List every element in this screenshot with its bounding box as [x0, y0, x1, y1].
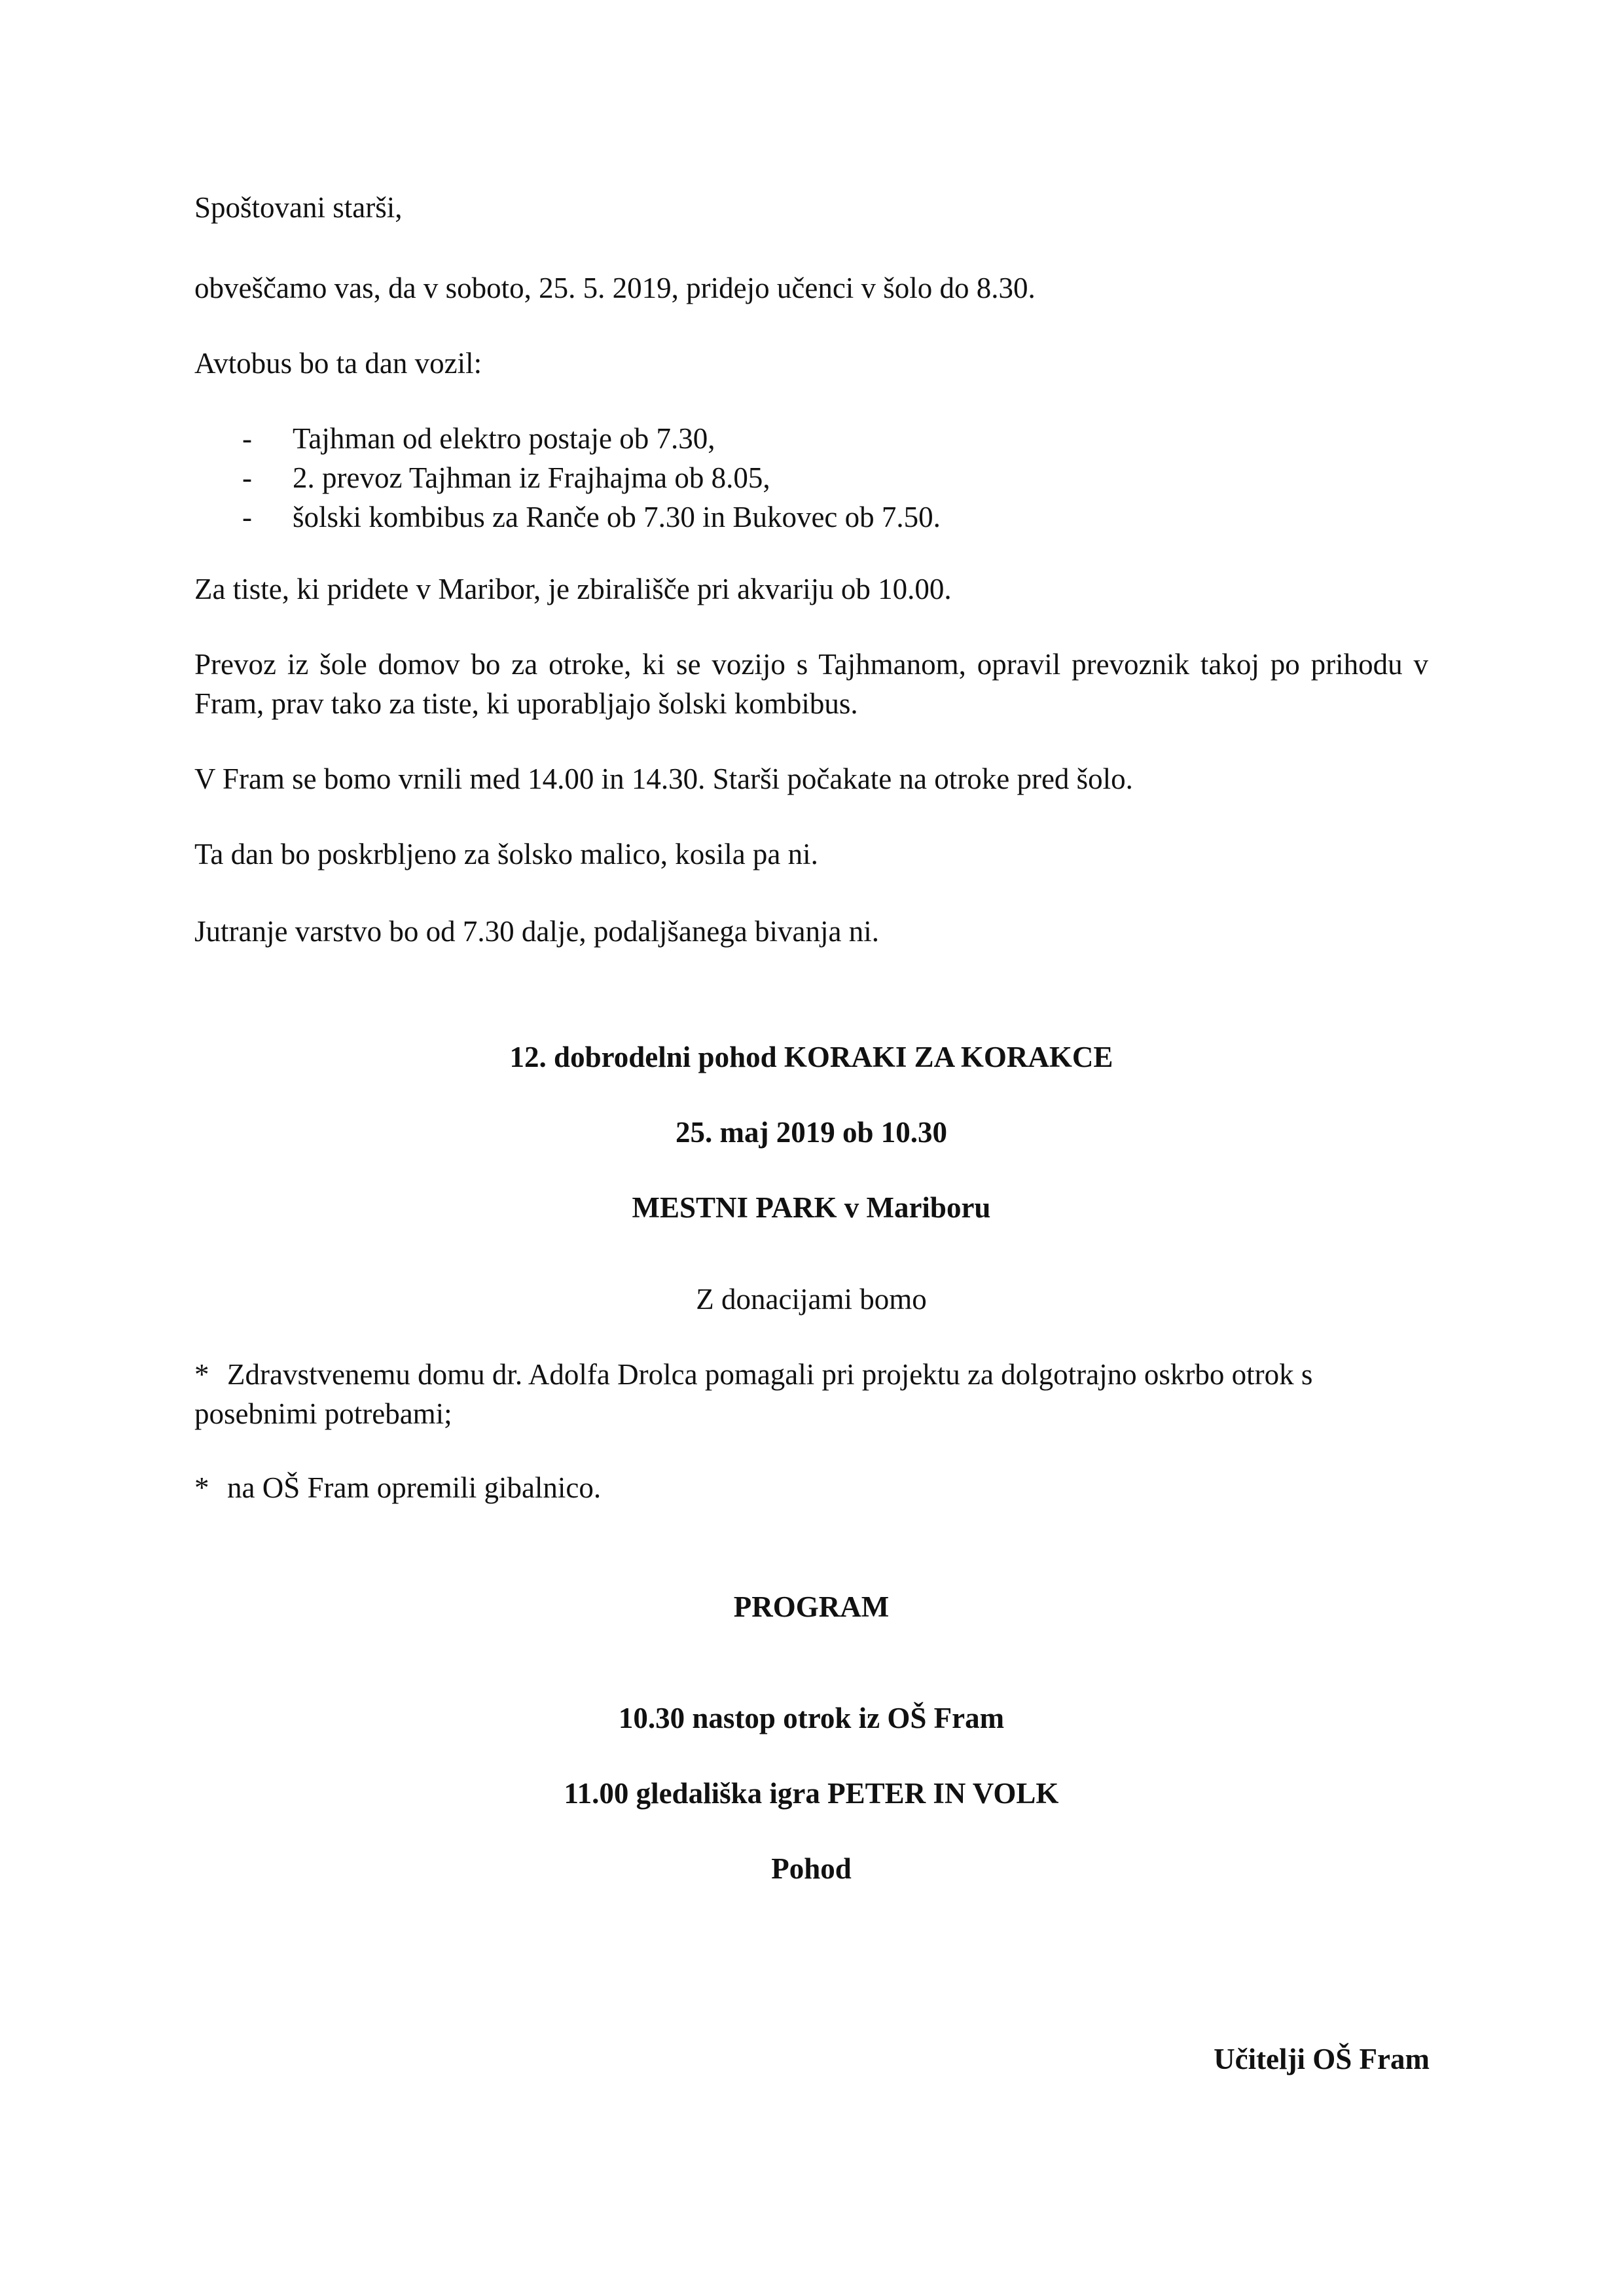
- event-date: 25. maj 2019 ob 10.30: [676, 1116, 947, 1149]
- bus-item-text: Tajhman od elektro postaje ob 7.30,: [293, 422, 715, 455]
- program-item-performance: 10.30 nastop otrok iz OŠ Fram: [618, 1702, 1005, 1734]
- meals-paragraph: Ta dan bo poskrbljeno za šolsko malico, kosila pa ni.: [194, 838, 818, 870]
- event-place: MESTNI PARK v Mariboru: [632, 1191, 991, 1224]
- transport-home-paragraph: Prevoz iz šole domov bo za otroke, ki se vozijo s Tajhmanom, opravil prevoznik takoj po prihodu v Fram, prav tako za tiste, ki uporabljajo šolski kombibus.: [194, 648, 1428, 720]
- list-item: [242, 497, 941, 537]
- greeting: Spoštovani starši,: [194, 191, 403, 224]
- return-time-paragraph: V Fram se bomo vrnili med 14.00 in 14.30. Starši počakate na otroke pred šolo.: [194, 762, 1133, 795]
- donations-intro: Z donacijami bomo: [696, 1283, 927, 1316]
- program-item-walk: Pohod: [771, 1852, 852, 1885]
- morning-care-paragraph: Jutranje varstvo bo od 7.30 dalje, podaljšanega bivanja ni.: [194, 915, 879, 948]
- asterisk-marker: *: [194, 1358, 209, 1391]
- program-heading: PROGRAM: [733, 1590, 890, 1623]
- asterisk-marker: *: [194, 1471, 209, 1504]
- signature: Učitelji OŠ Fram: [1214, 2043, 1430, 2075]
- donation-item-2: [194, 1468, 601, 1507]
- donation-text: Zdravstvenemu domu dr. Adolfa Drolca pomagali pri projektu za dolgotrajno oskrbo otrok s posebnimi potrebami;: [194, 1358, 1313, 1430]
- event-title: 12. dobrodelni pohod KORAKI ZA KORAKCE: [509, 1041, 1113, 1073]
- bus-item-text: šolski kombibus za Ranče ob 7.30 in Bukovec ob 7.50.: [293, 501, 941, 533]
- list-item: [242, 458, 941, 497]
- bus-item-text: 2. prevoz Tajhman iz Frajhajma ob 8.05,: [293, 461, 770, 494]
- dash-marker: -: [242, 461, 252, 494]
- donation-item-1: [194, 1355, 1428, 1433]
- dash-marker: -: [242, 501, 252, 533]
- dash-marker: -: [242, 422, 252, 455]
- maribor-meeting-point: Za tiste, ki pridete v Maribor, je zbirališče pri akvariju ob 10.00.: [194, 573, 952, 605]
- bus-heading: Avtobus bo ta dan vozil:: [194, 347, 482, 380]
- donation-text: na OŠ Fram opremili gibalnico.: [227, 1471, 602, 1504]
- list-item: [242, 419, 941, 458]
- bus-schedule-list: [242, 419, 941, 537]
- program-item-play: 11.00 gledališka igra PETER IN VOLK: [564, 1777, 1059, 1810]
- intro-paragraph: obveščamo vas, da v soboto, 25. 5. 2019, pridejo učenci v šolo do 8.30.: [194, 272, 1036, 304]
